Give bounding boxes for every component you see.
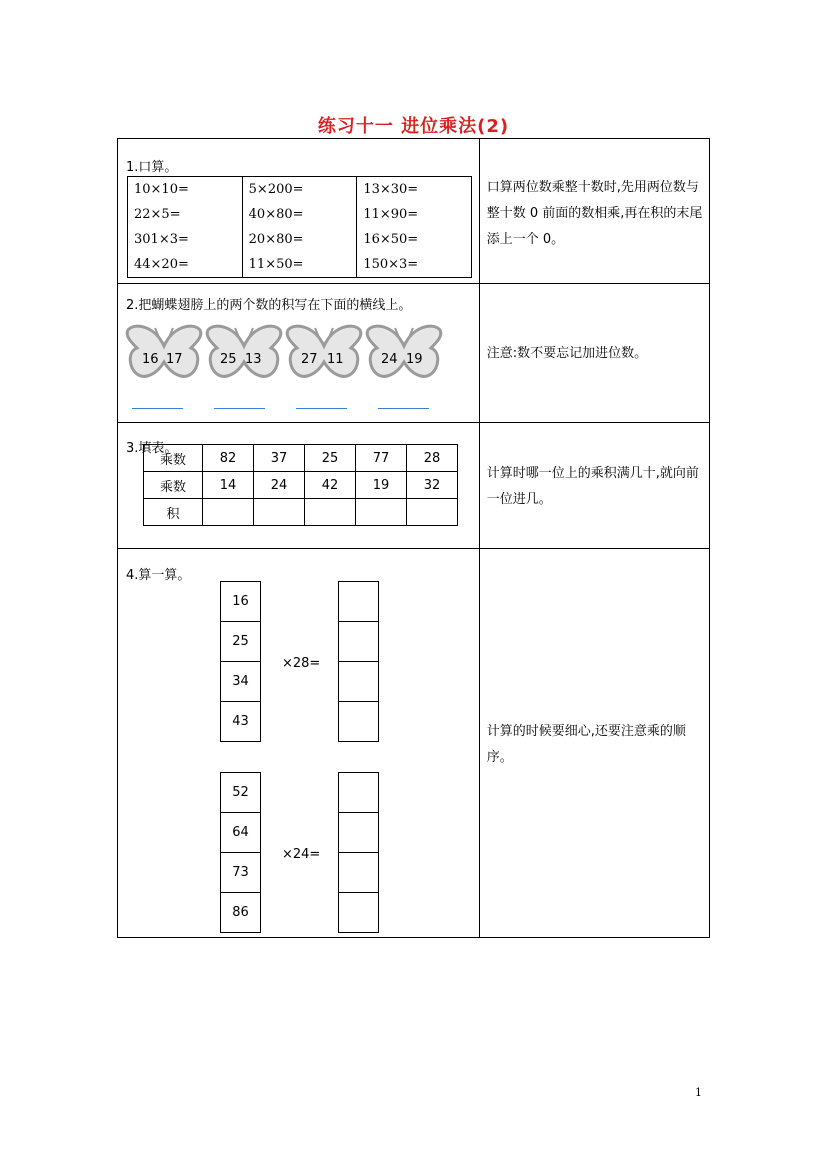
tip-text: 计算时哪一位上的乘积满几十,就向前一位进几。 xyxy=(486,466,699,507)
tip-cell xyxy=(479,139,709,284)
table-cell: 37 xyxy=(254,445,305,472)
multiplier-label: ×28= xyxy=(282,656,321,671)
number-cell: 43 xyxy=(221,702,260,742)
number-cell: 64 xyxy=(221,813,260,853)
answer-column xyxy=(338,772,379,933)
table-cell: 82 xyxy=(203,445,254,472)
number-cell: 25 xyxy=(221,622,260,662)
number-cell: 73 xyxy=(221,853,260,893)
multiplier-label: ×24= xyxy=(282,847,321,862)
wing-number: 27 xyxy=(301,352,318,367)
section-heading: 4.算一算。 xyxy=(126,568,191,583)
number-cell: 86 xyxy=(221,893,260,933)
row-label: 乘数 xyxy=(144,445,203,472)
oral-calc-grid xyxy=(127,176,472,278)
wing-number: 16 xyxy=(142,352,159,367)
table-cell: 19 xyxy=(356,472,407,499)
answer-column xyxy=(338,581,379,742)
number-cell: 16 xyxy=(221,582,260,622)
answer-cell[interactable] xyxy=(356,499,407,526)
multiplication-table xyxy=(143,444,458,526)
table-cell: 32 xyxy=(407,472,458,499)
answer-line[interactable] xyxy=(378,408,429,409)
butterfly-icon xyxy=(205,322,283,384)
wing-number: 25 xyxy=(220,352,237,367)
row-label: 积 xyxy=(144,499,203,526)
wing-number: 19 xyxy=(406,352,423,367)
table-cell: 14 xyxy=(203,472,254,499)
table-cell: 28 xyxy=(407,445,458,472)
wing-number: 17 xyxy=(166,352,183,367)
answer-line[interactable] xyxy=(296,408,347,409)
oral-item: 20×80= xyxy=(242,227,357,252)
answer-cell[interactable] xyxy=(339,853,378,893)
oral-item: 11×50= xyxy=(242,252,357,278)
butterfly xyxy=(365,322,443,384)
table-cell: 25 xyxy=(305,445,356,472)
page-number: 1 xyxy=(695,1086,702,1099)
answer-cell[interactable] xyxy=(339,702,378,742)
page-title: 练习十一 进位乘法(2) xyxy=(317,116,510,137)
oral-item: 10×10= xyxy=(128,177,243,203)
wing-number: 11 xyxy=(327,352,344,367)
answer-cell[interactable] xyxy=(254,499,305,526)
answer-cell[interactable] xyxy=(305,499,356,526)
answer-cell[interactable] xyxy=(407,499,458,526)
table-cell: 77 xyxy=(356,445,407,472)
tip-text: 注意:数不要忘记加进位数。 xyxy=(486,346,648,361)
section-calculate xyxy=(118,549,480,938)
wing-number: 13 xyxy=(245,352,262,367)
oral-item: 13×30= xyxy=(357,177,472,203)
table-cell: 42 xyxy=(305,472,356,499)
number-column xyxy=(220,581,261,742)
section-fill-table xyxy=(118,423,480,549)
section-oral-calc xyxy=(118,139,480,284)
oral-item: 22×5= xyxy=(128,202,243,227)
answer-cell[interactable] xyxy=(339,662,378,702)
butterfly-icon xyxy=(285,322,363,384)
answer-cell[interactable] xyxy=(339,582,378,622)
oral-item: 44×20= xyxy=(128,252,243,278)
answer-cell[interactable] xyxy=(203,499,254,526)
answer-cell[interactable] xyxy=(339,773,378,813)
tip-cell xyxy=(479,549,709,938)
section-heading: 3.填表。 xyxy=(126,441,178,456)
tip-cell xyxy=(479,284,709,423)
answer-line[interactable] xyxy=(132,408,183,409)
oral-item: 40×80= xyxy=(242,202,357,227)
butterfly-icon xyxy=(365,322,443,384)
tip-text: 计算的时候要细心,还要注意乘的顺序。 xyxy=(486,724,686,765)
answer-line[interactable] xyxy=(214,408,265,409)
wing-number: 24 xyxy=(381,352,398,367)
section-heading: 2.把蝴蝶翅膀上的两个数的积写在下面的横线上。 xyxy=(126,298,412,313)
butterfly xyxy=(125,322,203,384)
oral-item: 301×3= xyxy=(128,227,243,252)
butterfly xyxy=(205,322,283,384)
row-label: 乘数 xyxy=(144,472,203,499)
worksheet-table xyxy=(117,138,710,938)
answer-cell[interactable] xyxy=(339,622,378,662)
oral-item: 16×50= xyxy=(357,227,472,252)
tip-text: 口算两位数乘整十数时,先用两位数与整十数 0 前面的数相乘,再在积的末尾添上一个 0。 xyxy=(486,180,703,247)
number-cell: 52 xyxy=(221,773,260,813)
oral-item: 5×200= xyxy=(242,177,357,203)
number-cell: 34 xyxy=(221,662,260,702)
butterfly-icon xyxy=(125,322,203,384)
oral-item: 11×90= xyxy=(357,202,472,227)
number-column xyxy=(220,772,261,933)
oral-item: 150×3= xyxy=(357,252,472,278)
tip-cell xyxy=(479,423,709,549)
butterfly xyxy=(285,322,363,384)
answer-cell[interactable] xyxy=(339,893,378,933)
table-cell: 24 xyxy=(254,472,305,499)
answer-cell[interactable] xyxy=(339,813,378,853)
section-heading: 1.口算。 xyxy=(126,160,178,175)
